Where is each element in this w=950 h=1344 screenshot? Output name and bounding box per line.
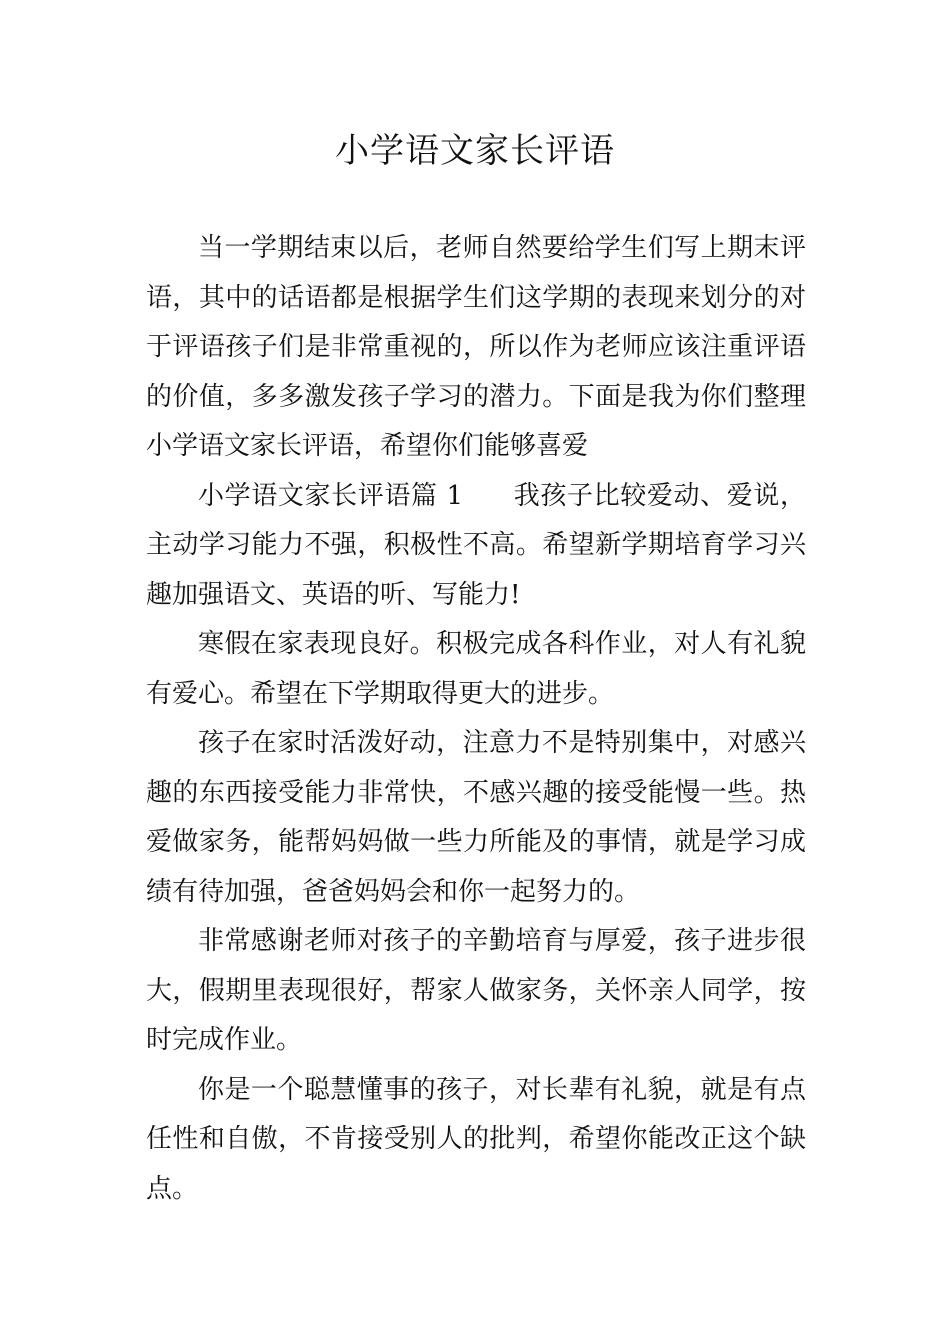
section-1-text: 我孩子比较爱动、爱说，主动学习能力不强，积极性不高。希望新学期培育学习兴趣加强语文、英语的听、写能力! [146, 480, 806, 610]
comment-paragraph: 寒假在家表现良好。积极完成各科作业，对人有礼貌有爱心。希望在下学期取得更大的进步。 [146, 629, 806, 709]
comment-paragraph: 非常感谢老师对孩子的辛勤培育与厚爱，孩子进步很大，假期里表现很好，帮家人做家务，关怀亲人同学，按时完成作业。 [146, 926, 806, 1055]
comment-paragraph: 孩子在家时活泼好动，注意力不是特别集中，对感兴趣的东西接受能力非常快，不感兴趣的接受能慢一些。热爱做家务，能帮妈妈做一些力所能及的事情，就是学习成绩有待加强，爸爸妈妈会和你一起努力的。 [146, 728, 806, 907]
intro-paragraph: 当一学期结束以后，老师自然要给学生们写上期末评语，其中的话语都是根据学生们这学期的表现来划分的对于评语孩子们是非常重视的，所以作为老师应该注重评语的价值，多多激发孩子学习的潜力。下面是我为你们整理小学语文家长评语，希望你们能够喜爱 [146, 233, 806, 461]
section-1-heading: 小学语文家长评语篇 1 [198, 480, 464, 511]
document-body [146, 224, 806, 1214]
section-1-paragraph [146, 472, 806, 621]
comment-paragraph: 你是一个聪慧懂事的孩子，对长辈有礼貌，就是有点任性和自傲，不肯接受别人的批判，希望你能改正这个缺点。 [146, 1074, 806, 1204]
document-title: 小学语文家长评语 [335, 131, 615, 171]
